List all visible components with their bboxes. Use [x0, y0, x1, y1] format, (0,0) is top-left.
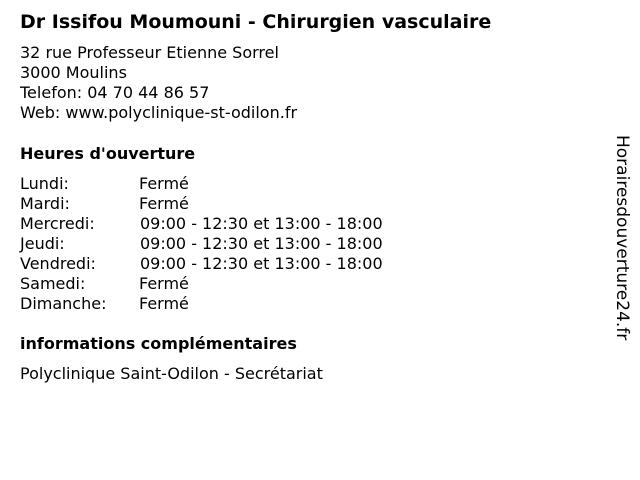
extra-info-text: Polyclinique Saint-Odilon - Secrétariat [20, 364, 323, 383]
hours-time: 09:00 - 12:30 et 13:00 - 18:00 [140, 234, 383, 253]
watermark-text: Horairesdouverture24.fr [612, 135, 632, 341]
watermark [612, 135, 632, 345]
hours-day: Mardi: [20, 194, 70, 213]
address-city: 3000 Moulins [20, 63, 127, 82]
hours-day: Jeudi: [20, 234, 65, 253]
hours-time: 09:00 - 12:30 et 13:00 - 18:00 [140, 214, 383, 233]
hours-day: Mercredi: [20, 214, 95, 233]
extra-info-heading: informations complémentaires [20, 334, 297, 353]
hours-day: Dimanche: [20, 294, 107, 313]
hours-time: Fermé [139, 274, 189, 293]
hours-day: Vendredi: [20, 254, 96, 273]
hours-time: Fermé [139, 174, 189, 193]
website-link: Web: www.polyclinique-st-odilon.fr [20, 103, 298, 122]
page-title: Dr Issifou Moumouni - Chirurgien vasculaire [20, 11, 492, 33]
phone-number: Telefon: 04 70 44 86 57 [20, 83, 210, 102]
hours-time: Fermé [139, 294, 189, 313]
hours-time: Fermé [139, 194, 189, 213]
hours-day: Samedi: [20, 274, 86, 293]
address-street: 32 rue Professeur Etienne Sorrel [20, 43, 279, 62]
contact-block [20, 43, 297, 123]
hours-heading: Heures d'ouverture [20, 144, 196, 163]
hours-day: Lundi: [20, 174, 69, 193]
hours-time: 09:00 - 12:30 et 13:00 - 18:00 [140, 254, 383, 273]
